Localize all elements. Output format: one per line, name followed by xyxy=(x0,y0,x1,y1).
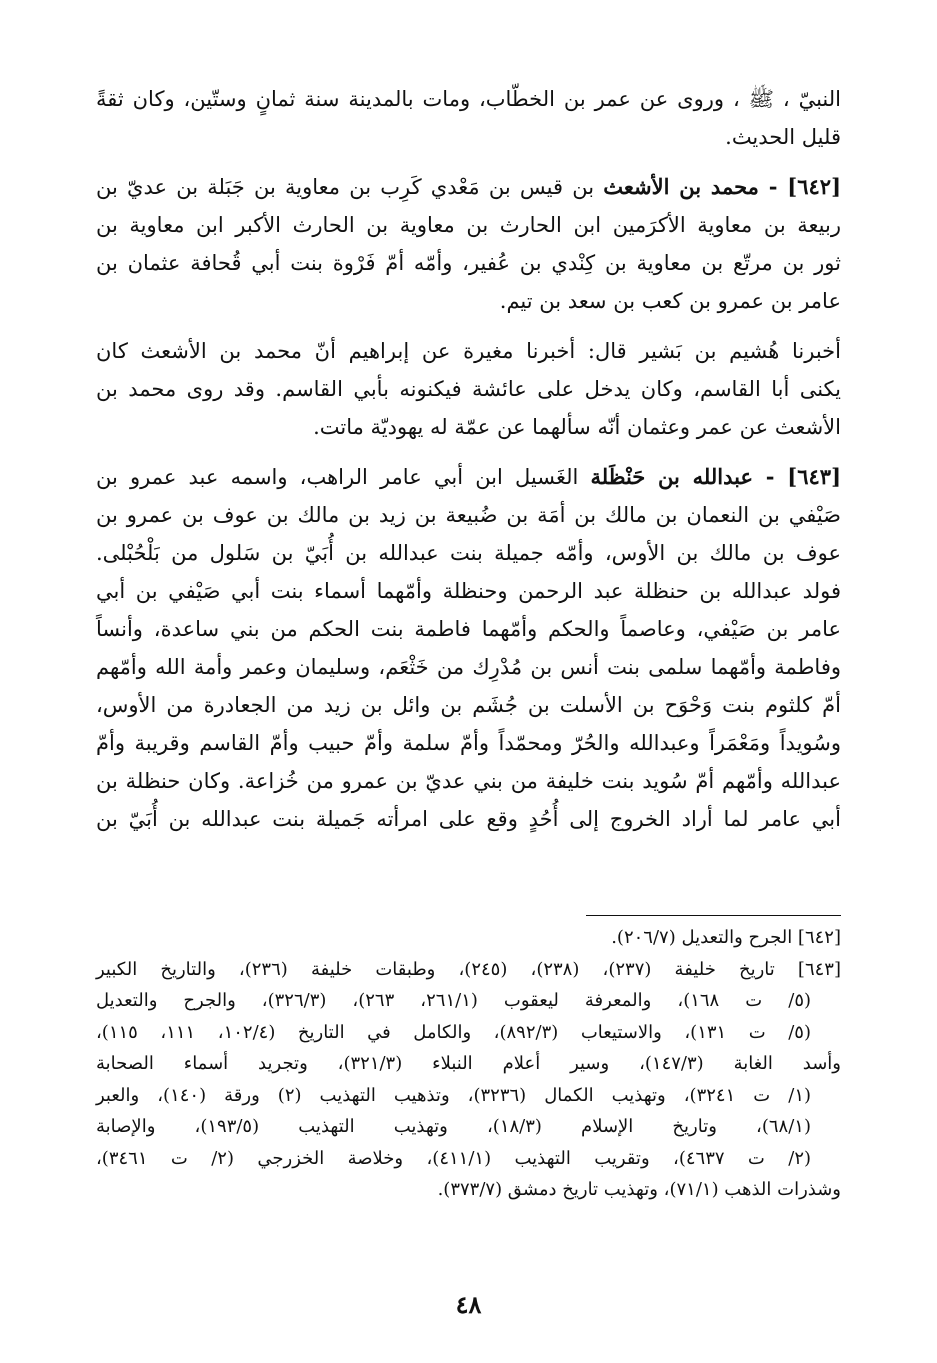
line-text: بن قيس بن مَعْدي كَرِب بن معاوية بن جَبَلة بن عديّ بن xyxy=(96,175,604,199)
line-text: عامر بن صَيْفي، وعاصماً والحكم وأمّهما فاطمة بنت الحكم من بني ساعدة، وأنساً xyxy=(96,617,841,641)
page-number: ٤٨ xyxy=(455,1290,482,1319)
paragraph-gap xyxy=(96,156,841,168)
main-text xyxy=(96,80,841,838)
line-text: عبدالله وأمّهم أمّ سُويد بنت خليفة من بني عديّ بن عمرو من خُزاعة. وكان حنظلة بن xyxy=(96,769,841,793)
footnote-line xyxy=(96,985,841,1017)
line-text: قليل الحديث. xyxy=(725,125,841,149)
paragraph-gap xyxy=(96,320,841,332)
line-text: الأشعث عن عمر وعثمان أنّه سألهما عن عمّة له يهوديّة ماتت. xyxy=(313,415,841,439)
text-line xyxy=(96,80,841,118)
line-text: أخبرنا هُشيم بن بَشير قال: أخبرنا مغيرة عن إبراهيم أنّ محمد بن الأشعث كان xyxy=(96,339,841,363)
line-text: أمّ كلثوم بنت وَحْوَح بن الأسلت بن جُشَم بن وائل بن زيد من الجعادرة من الأوس، xyxy=(96,693,841,717)
footnote-text: (٥/ ت ١٣١)، والاستيعاب (٨٩٢/٣)، والكامل في التاريخ (١٠٢/٤، ١١١، ١١٥)، xyxy=(96,1021,811,1043)
footnote-line xyxy=(96,1048,841,1080)
text-line xyxy=(96,168,841,206)
line-text: يكنى أبا القاسم، وكان يدخل على عائشة فيكنونه بأبي القاسم. وقد روى محمد بن xyxy=(96,377,841,401)
entry-heading: [٦٤٣] - عبدالله بن حَنْظَلة xyxy=(590,464,841,489)
text-line xyxy=(96,648,841,686)
footnote-line xyxy=(96,922,841,954)
footnote-line xyxy=(96,1017,841,1049)
line-text: ربيعة بن معاوية الأكرَمين ابن الحارث بن معاوية بن الحارث الأكبر ابن معاوية بن xyxy=(96,213,841,237)
paragraph-gap xyxy=(96,446,841,458)
entry-heading: [٦٤٢] - محمد بن الأشعث xyxy=(603,174,841,199)
footnote-line xyxy=(96,1143,841,1175)
line-text: أبي عامر لما أراد الخروج إلى أُحُدٍ وقع على امرأته جَميلة بنت عبدالله بن أُبَيّ بن xyxy=(96,807,841,831)
text-line xyxy=(96,408,841,446)
line-text: ثور بن مرتّع بن معاوية بن كِنْدي بن عُفير، وأمّه أمّ فَرْوة بنت أبي قُحافة عثمان بن xyxy=(96,251,841,275)
footnote-text: [٦٤٢] الجرح والتعديل (٢٠٦/٧). xyxy=(611,927,841,948)
footnote-line xyxy=(96,1080,841,1112)
line-text: عامر بن عمرو بن كعب بن سعد بن تيم. xyxy=(499,289,841,313)
line-text: وفاطمة وأمّهما سلمى بنت أنس بن مُدْرِك من خَثْعَم، وسليمان وعمر وأمة الله وأمّهم xyxy=(96,655,841,679)
text-line xyxy=(96,282,841,320)
footnote-line xyxy=(96,1174,841,1206)
footnote-separator xyxy=(586,915,841,916)
footnotes xyxy=(96,922,841,1206)
line-text: وسُويداً ومَعْمَراً وعبدالله والحُرّ ومحمّداً وأمّ سلمة وأمّ حبيب وأمّ القاسم وقريبة وأمّ xyxy=(96,731,841,755)
footnote-text: وشذرات الذهب (٧١/١)، وتهذيب تاريخ دمشق (٣٧٣/٧). xyxy=(437,1179,841,1200)
text-line xyxy=(96,370,841,408)
footnote-text: (٢/ ت ٤٦٣٧)، وتقريب التهذيب (٤١١/١)، وخلاصة الخزرجي (٢/ ت ٣٤٦١)، xyxy=(96,1147,812,1169)
text-line xyxy=(96,572,841,610)
text-line xyxy=(96,496,841,534)
text-line xyxy=(96,206,841,244)
text-line xyxy=(96,244,841,282)
text-line xyxy=(96,724,841,762)
text-line xyxy=(96,534,841,572)
text-line xyxy=(96,458,841,496)
text-line xyxy=(96,332,841,370)
text-line xyxy=(96,118,841,156)
footnote-line xyxy=(96,954,841,986)
line-text: فولد عبدالله بن حنظلة عبد الرحمن وحنظلة وأمّهما أسماء بنت أبي صَيْفي بن أبي xyxy=(96,579,841,603)
footnote-text: (٥/ ت ١٦٨)، والمعرفة ليعقوب (٢٦١/١، ٢٦٣)، (٣٢٦/٣)، والجرح والتعديل xyxy=(96,990,812,1011)
footnote-text: [٦٤٣] تاريخ خليفة (٢٣٧)، (٢٣٨)، (٢٤٥)، وطبقات خليفة (٢٣٦)، والتاريخ الكبير xyxy=(96,958,841,980)
line-text: صَيْفي بن النعمان بن مالك بن أمَة بن ضُبيعة بن زيد بن مالك بن عوف بن عمرو بن xyxy=(96,503,841,527)
footnote-text: (١/ ت ٣٢٤١)، وتهذيب الكمال (٣٢٣٦)، وتذهيب التهذيب (٢) ورقة (١٤٠)، والعبر xyxy=(96,1084,812,1106)
text-line xyxy=(96,686,841,724)
line-text: النبيّ ، ﷺ ، وروى عن عمر بن الخطّاب، ومات بالمدينة سنة ثمانٍ وستّين، وكان ثقةً xyxy=(96,87,841,111)
line-text: الغَسيل ابن أبي عامر الراهب، واسمه عبد عمرو بن xyxy=(96,465,591,489)
text-line xyxy=(96,800,841,838)
footnote-line xyxy=(96,1111,841,1143)
text-line xyxy=(96,762,841,800)
line-text: عوف بن مالك بن الأوس، وأمّه جميلة بنت عبدالله بن أُبَيّ بن سَلول من بَلْحُبْلى. xyxy=(96,541,841,565)
text-line xyxy=(96,610,841,648)
footnote-text: (٦٨/١)، وتاريخ الإسلام (١٨/٣)، وتهذيب التهذيب (١٩٣/٥)، والإصابة xyxy=(96,1116,811,1137)
footnote-text: وأسد الغابة (١٤٧/٣)، وسير أعلام النبلاء (٣٢١/٣)، وتجريد أسماء الصحابة xyxy=(96,1053,841,1074)
